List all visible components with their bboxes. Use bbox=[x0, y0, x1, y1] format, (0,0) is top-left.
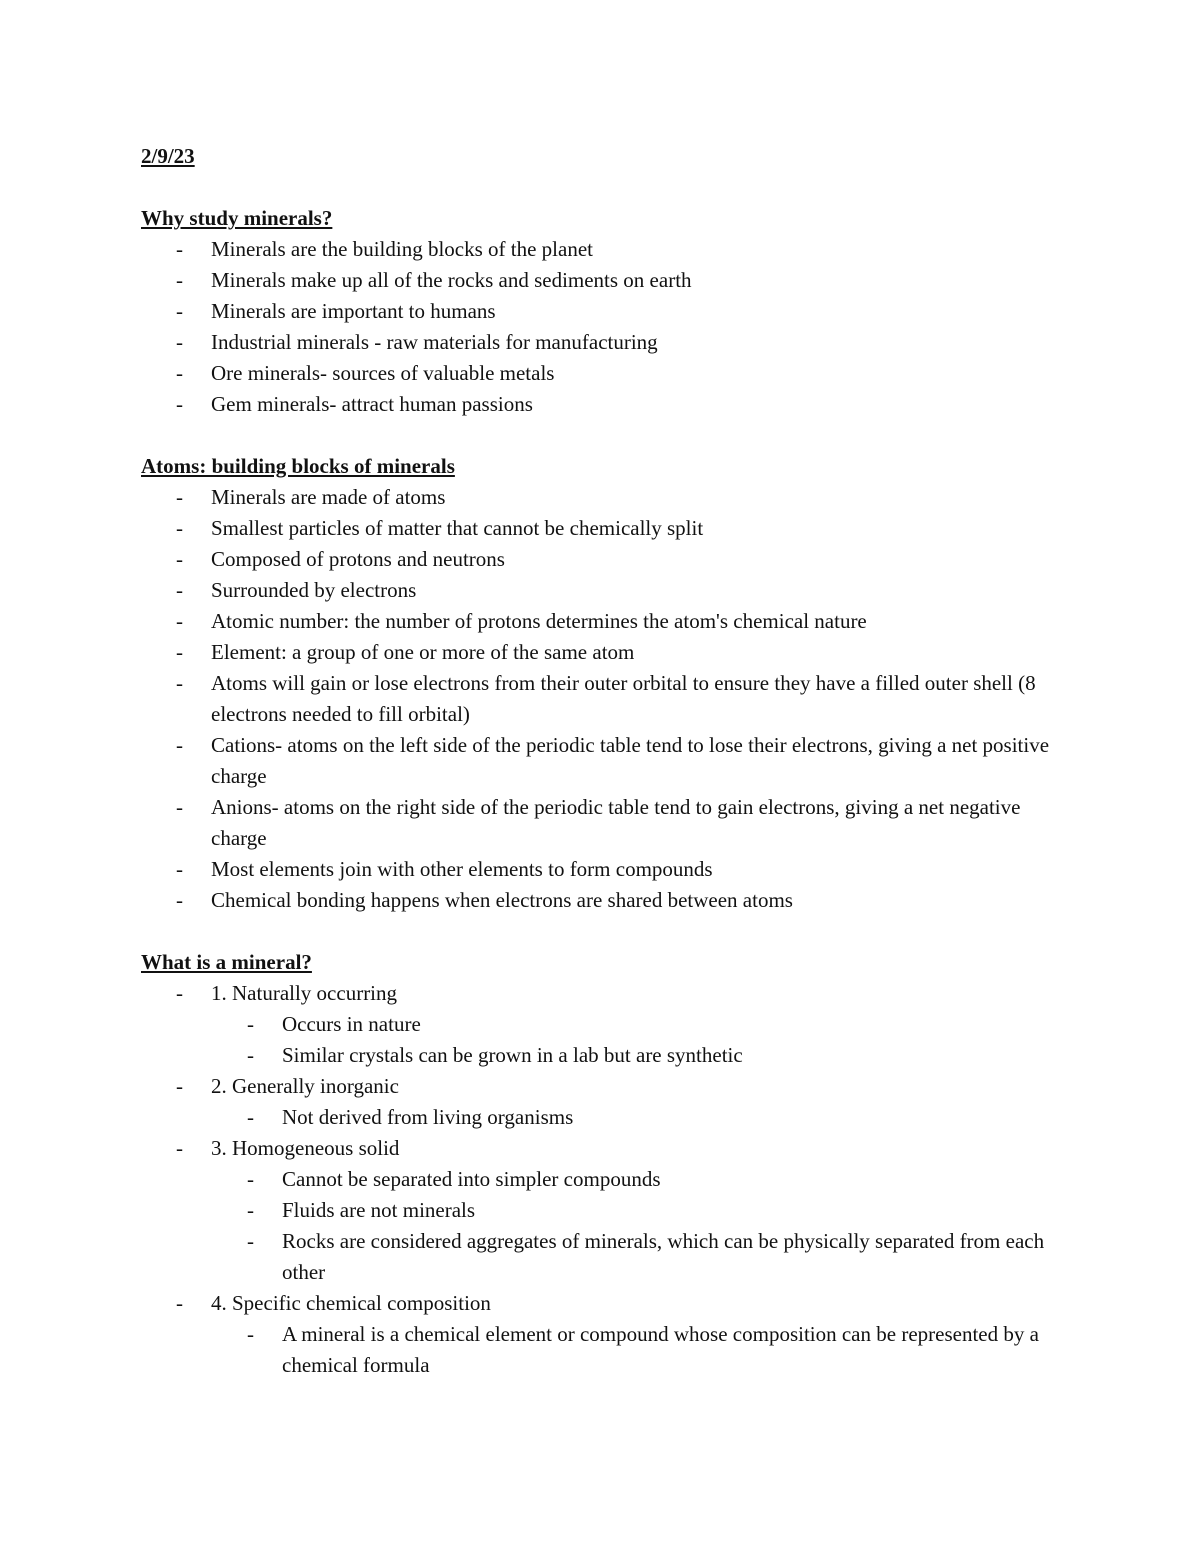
list-item bbox=[141, 482, 1061, 513]
bullet-dash: - bbox=[176, 299, 183, 323]
sub-bullet-list bbox=[211, 1164, 1061, 1288]
sub-bullet-list bbox=[211, 1102, 1061, 1133]
sections-container bbox=[141, 203, 1061, 1381]
bullet-dash: - bbox=[176, 268, 183, 292]
list-item bbox=[141, 1071, 1061, 1133]
bullet-dash: - bbox=[247, 1043, 254, 1067]
list-item-text: Atoms will gain or lose electrons from their outer orbital to ensure they have a filled outer shell (8 electrons needed to fill orbital) bbox=[211, 671, 1036, 726]
notes-content bbox=[141, 141, 1061, 1381]
bullet-dash: - bbox=[247, 1229, 254, 1253]
list-item-text: Surrounded by electrons bbox=[211, 578, 417, 602]
bullet-list bbox=[141, 234, 1061, 420]
list-item-text: Atomic number: the number of protons determines the atom's chemical nature bbox=[211, 609, 867, 633]
bullet-dash: - bbox=[176, 640, 183, 664]
bullet-dash: - bbox=[176, 392, 183, 416]
sub-list-item-text: Cannot be separated into simpler compounds bbox=[282, 1167, 661, 1191]
sub-list-item bbox=[211, 1226, 1061, 1288]
bullet-dash: - bbox=[247, 1198, 254, 1222]
bullet-dash: - bbox=[176, 1136, 183, 1160]
bullet-dash: - bbox=[176, 609, 183, 633]
sub-list-item bbox=[211, 1164, 1061, 1195]
bullet-dash: - bbox=[176, 237, 183, 261]
list-item bbox=[141, 792, 1061, 854]
bullet-dash: - bbox=[176, 578, 183, 602]
bullet-dash: - bbox=[247, 1105, 254, 1129]
sub-list-item-text: Rocks are considered aggregates of minerals, which can be physically separated from each other bbox=[282, 1229, 1045, 1284]
sub-bullet-list bbox=[211, 1319, 1061, 1381]
list-item bbox=[141, 854, 1061, 885]
list-item bbox=[141, 234, 1061, 265]
list-item-text: Chemical bonding happens when electrons are shared between atoms bbox=[211, 888, 793, 912]
blank-line bbox=[141, 916, 1061, 947]
list-item bbox=[141, 1133, 1061, 1288]
sub-list-item bbox=[211, 1009, 1061, 1040]
list-item-text: Minerals are the building blocks of the planet bbox=[211, 237, 593, 261]
list-item bbox=[141, 978, 1061, 1071]
section-heading: Why study minerals? bbox=[141, 206, 333, 230]
list-item-text: Cations- atoms on the left side of the periodic table tend to lose their electrons, giving a net positive charge bbox=[211, 733, 1050, 788]
list-item bbox=[141, 327, 1061, 358]
bullet-dash: - bbox=[176, 888, 183, 912]
bullet-dash: - bbox=[176, 485, 183, 509]
section-heading: Atoms: building blocks of minerals bbox=[141, 454, 455, 478]
bullet-dash: - bbox=[247, 1322, 254, 1346]
sub-list-item bbox=[211, 1195, 1061, 1226]
list-item bbox=[141, 389, 1061, 420]
blank-line bbox=[141, 420, 1061, 451]
list-item-text: Industrial minerals - raw materials for manufacturing bbox=[211, 330, 658, 354]
list-item bbox=[141, 885, 1061, 916]
bullet-dash: - bbox=[247, 1012, 254, 1036]
list-item-text: 1. Naturally occurring bbox=[211, 981, 398, 1005]
blank-line bbox=[141, 172, 1061, 203]
bullet-dash: - bbox=[176, 1291, 183, 1315]
list-item-text: Ore minerals- sources of valuable metals bbox=[211, 361, 555, 385]
sub-list-item-text: A mineral is a chemical element or compound whose composition can be represented by a chemical formula bbox=[282, 1322, 1039, 1377]
list-item-text: 2. Generally inorganic bbox=[211, 1074, 399, 1098]
sub-list-item-text: Similar crystals can be grown in a lab but are synthetic bbox=[282, 1043, 743, 1067]
sub-list-item-text: Not derived from living organisms bbox=[282, 1105, 574, 1129]
sub-bullet-list bbox=[211, 1009, 1061, 1071]
sub-list-item bbox=[211, 1040, 1061, 1071]
list-item-text: Most elements join with other elements to form compounds bbox=[211, 857, 713, 881]
bullet-dash: - bbox=[176, 330, 183, 354]
bullet-dash: - bbox=[176, 795, 183, 819]
list-item bbox=[141, 265, 1061, 296]
list-item-text: Anions- atoms on the right side of the periodic table tend to gain electrons, giving a net negative charge bbox=[211, 795, 1021, 850]
sub-list-item-text: Occurs in nature bbox=[282, 1012, 421, 1036]
bullet-list bbox=[141, 482, 1061, 916]
list-item bbox=[141, 637, 1061, 668]
list-item-text: Smallest particles of matter that cannot be chemically split bbox=[211, 516, 704, 540]
list-item-text: Minerals make up all of the rocks and sediments on earth bbox=[211, 268, 692, 292]
list-item-text: Gem minerals- attract human passions bbox=[211, 392, 533, 416]
bullet-dash: - bbox=[176, 671, 183, 695]
list-item bbox=[141, 544, 1061, 575]
list-item bbox=[141, 606, 1061, 637]
list-item bbox=[141, 668, 1061, 730]
list-item-text: 3. Homogeneous solid bbox=[211, 1136, 400, 1160]
bullet-dash: - bbox=[176, 857, 183, 881]
list-item bbox=[141, 296, 1061, 327]
bullet-dash: - bbox=[176, 1074, 183, 1098]
list-item-text: 4. Specific chemical composition bbox=[211, 1291, 491, 1315]
list-item-text: Minerals are important to humans bbox=[211, 299, 496, 323]
note-date: 2/9/23 bbox=[141, 144, 195, 168]
list-item-text: Composed of protons and neutrons bbox=[211, 547, 505, 571]
sub-list-item bbox=[211, 1319, 1061, 1381]
bullet-dash: - bbox=[176, 547, 183, 571]
list-item bbox=[141, 575, 1061, 606]
list-item-text: Element: a group of one or more of the same atom bbox=[211, 640, 635, 664]
list-item bbox=[141, 1288, 1061, 1381]
list-item-text: Minerals are made of atoms bbox=[211, 485, 446, 509]
bullet-dash: - bbox=[247, 1167, 254, 1191]
section-heading: What is a mineral? bbox=[141, 950, 312, 974]
list-item bbox=[141, 513, 1061, 544]
list-item bbox=[141, 730, 1061, 792]
list-item bbox=[141, 358, 1061, 389]
bullet-list bbox=[141, 978, 1061, 1381]
sub-list-item-text: Fluids are not minerals bbox=[282, 1198, 476, 1222]
bullet-dash: - bbox=[176, 981, 183, 1005]
bullet-dash: - bbox=[176, 733, 183, 757]
bullet-dash: - bbox=[176, 361, 183, 385]
bullet-dash: - bbox=[176, 516, 183, 540]
sub-list-item bbox=[211, 1102, 1061, 1133]
